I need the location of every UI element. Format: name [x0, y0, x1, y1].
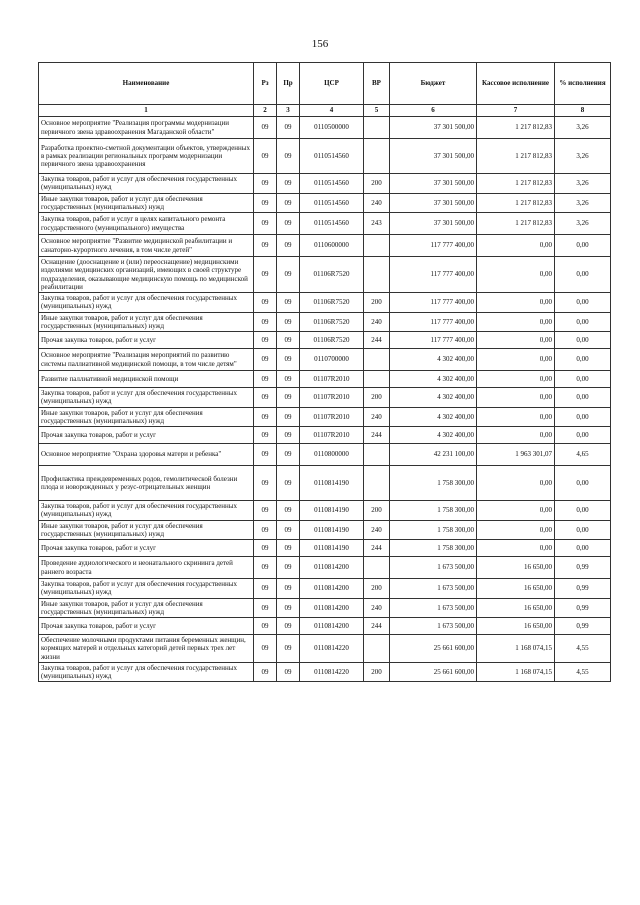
row-csr-cell: 0110814200	[300, 598, 364, 618]
row-kassa-cell: 16 650,00	[477, 618, 555, 635]
table-row	[39, 371, 611, 388]
row-budget-cell: 117 777 400,00	[390, 332, 477, 349]
row-kassa-cell: 1 217 812,83	[477, 174, 555, 194]
row-kassa-cell: 1 963 301,07	[477, 444, 555, 466]
row-pr-cell: 09	[277, 662, 300, 682]
row-rz-cell: 09	[254, 174, 277, 194]
table-row	[39, 349, 611, 371]
row-pct-cell: 0,00	[555, 466, 611, 501]
row-name-cell: Прочая закупка товаров, работ и услуг	[39, 332, 254, 349]
table-row	[39, 174, 611, 194]
row-name-cell: Иные закупки товаров, работ и услуг для обеспечения государственных (муниципальных) нужд	[39, 407, 254, 427]
row-name-cell: Профилактика преждевременных родов, гемолитической болезни плода и новорожденных у резус-отрицательных женщин	[39, 466, 254, 501]
row-kassa-cell: 0,00	[477, 332, 555, 349]
row-budget-cell: 37 301 500,00	[390, 139, 477, 174]
row-pct-cell: 0,00	[555, 427, 611, 444]
row-name-cell: Прочая закупка товаров, работ и услуг	[39, 618, 254, 635]
column-header: Наименование	[39, 63, 254, 105]
row-csr-cell: 01106R7520	[300, 257, 364, 293]
row-pct-cell: 3,26	[555, 117, 611, 139]
row-csr-cell: 0110814200	[300, 557, 364, 579]
row-pr-cell: 09	[277, 332, 300, 349]
row-pct-cell: 0,00	[555, 312, 611, 332]
row-pct-cell: 0,00	[555, 257, 611, 293]
row-pct-cell: 0,00	[555, 332, 611, 349]
row-vr-cell: 240	[364, 598, 390, 618]
row-kassa-cell: 0,00	[477, 312, 555, 332]
row-pct-cell: 0,00	[555, 388, 611, 408]
row-csr-cell: 01106R7520	[300, 312, 364, 332]
row-vr-cell: 200	[364, 174, 390, 194]
row-pr-cell: 09	[277, 388, 300, 408]
column-number: 2	[254, 105, 277, 117]
column-number-row	[39, 105, 611, 117]
row-budget-cell: 117 777 400,00	[390, 293, 477, 313]
row-budget-cell: 4 302 400,00	[390, 407, 477, 427]
row-kassa-cell: 0,00	[477, 427, 555, 444]
row-pr-cell: 09	[277, 618, 300, 635]
table-row	[39, 662, 611, 682]
row-pct-cell: 0,00	[555, 407, 611, 427]
row-pct-cell: 3,26	[555, 139, 611, 174]
row-budget-cell: 4 302 400,00	[390, 349, 477, 371]
row-vr-cell	[364, 257, 390, 293]
table-row	[39, 618, 611, 635]
row-kassa-cell: 16 650,00	[477, 557, 555, 579]
row-vr-cell	[364, 466, 390, 501]
row-pct-cell: 4,55	[555, 662, 611, 682]
table-row	[39, 117, 611, 139]
row-kassa-cell: 0,00	[477, 520, 555, 540]
row-kassa-cell: 0,00	[477, 388, 555, 408]
row-rz-cell: 09	[254, 635, 277, 663]
row-rz-cell: 09	[254, 293, 277, 313]
row-kassa-cell: 0,00	[477, 293, 555, 313]
row-name-cell: Прочая закупка товаров, работ и услуг	[39, 427, 254, 444]
row-name-cell: Основное мероприятие "Охрана здоровья матери и ребенка"	[39, 444, 254, 466]
row-rz-cell: 09	[254, 444, 277, 466]
row-csr-cell: 01107R2010	[300, 388, 364, 408]
row-rz-cell: 09	[254, 332, 277, 349]
row-pr-cell: 09	[277, 213, 300, 235]
row-budget-cell: 25 661 600,00	[390, 662, 477, 682]
row-csr-cell: 0110814220	[300, 635, 364, 663]
row-csr-cell: 0110500000	[300, 117, 364, 139]
row-csr-cell: 01107R2010	[300, 427, 364, 444]
row-csr-cell: 01107R2010	[300, 407, 364, 427]
row-csr-cell: 0110600000	[300, 235, 364, 257]
row-pr-cell: 09	[277, 466, 300, 501]
row-pct-cell: 0,00	[555, 293, 611, 313]
column-header: % исполнения	[555, 63, 611, 105]
row-rz-cell: 09	[254, 407, 277, 427]
row-vr-cell: 244	[364, 540, 390, 557]
row-name-cell: Иные закупки товаров, работ и услуг для обеспечения государственных (муниципальных) нужд	[39, 598, 254, 618]
row-csr-cell: 0110800000	[300, 444, 364, 466]
row-name-cell: Закупка товаров, работ и услуг для обеспечения государственных (муниципальных) нужд	[39, 662, 254, 682]
table-header-row	[39, 63, 611, 105]
row-rz-cell: 09	[254, 427, 277, 444]
row-csr-cell: 01107R2010	[300, 371, 364, 388]
row-rz-cell: 09	[254, 388, 277, 408]
row-name-cell: Закупка товаров, работ и услуг для обеспечения государственных (муниципальных) нужд	[39, 174, 254, 194]
table-row	[39, 557, 611, 579]
row-name-cell: Иные закупки товаров, работ и услуг для обеспечения государственных (муниципальных) нужд	[39, 312, 254, 332]
row-budget-cell: 37 301 500,00	[390, 174, 477, 194]
row-kassa-cell: 0,00	[477, 349, 555, 371]
row-vr-cell: 244	[364, 332, 390, 349]
table-body	[39, 117, 611, 682]
row-name-cell: Закупка товаров, работ и услуг для обеспечения государственных (муниципальных) нужд	[39, 579, 254, 599]
row-pr-cell: 09	[277, 444, 300, 466]
table-row	[39, 444, 611, 466]
table-row	[39, 332, 611, 349]
column-header: Рз	[254, 63, 277, 105]
row-name-cell: Закупка товаров, работ и услуг для обеспечения государственных (муниципальных) нужд	[39, 501, 254, 521]
row-csr-cell: 0110514560	[300, 139, 364, 174]
row-vr-cell	[364, 139, 390, 174]
table-row	[39, 293, 611, 313]
row-rz-cell: 09	[254, 349, 277, 371]
table-row	[39, 635, 611, 663]
row-vr-cell	[364, 557, 390, 579]
row-csr-cell: 0110514560	[300, 193, 364, 213]
column-number: 5	[364, 105, 390, 117]
row-csr-cell: 0110814200	[300, 618, 364, 635]
row-kassa-cell: 0,00	[477, 540, 555, 557]
row-rz-cell: 09	[254, 501, 277, 521]
column-number: 7	[477, 105, 555, 117]
row-rz-cell: 09	[254, 520, 277, 540]
row-pct-cell: 3,26	[555, 174, 611, 194]
row-budget-cell: 1 758 300,00	[390, 466, 477, 501]
row-pct-cell: 0,99	[555, 579, 611, 599]
column-number: 1	[39, 105, 254, 117]
row-pr-cell: 09	[277, 598, 300, 618]
row-vr-cell: 240	[364, 312, 390, 332]
row-pct-cell: 0,99	[555, 598, 611, 618]
row-name-cell: Прочая закупка товаров, работ и услуг	[39, 540, 254, 557]
row-pct-cell: 0,99	[555, 618, 611, 635]
row-vr-cell: 240	[364, 520, 390, 540]
row-budget-cell: 4 302 400,00	[390, 427, 477, 444]
row-pr-cell: 09	[277, 579, 300, 599]
row-pr-cell: 09	[277, 193, 300, 213]
row-budget-cell: 42 231 100,00	[390, 444, 477, 466]
row-rz-cell: 09	[254, 540, 277, 557]
row-name-cell: Закупка товаров, работ и услуг в целях капитального ремонта государственного (муниципального) имущества	[39, 213, 254, 235]
row-csr-cell: 0110814190	[300, 540, 364, 557]
row-rz-cell: 09	[254, 312, 277, 332]
row-pr-cell: 09	[277, 174, 300, 194]
row-pct-cell: 3,26	[555, 213, 611, 235]
row-budget-cell: 1 673 500,00	[390, 557, 477, 579]
row-pct-cell: 4,65	[555, 444, 611, 466]
row-kassa-cell: 1 168 074,15	[477, 635, 555, 663]
row-pct-cell: 0,00	[555, 235, 611, 257]
row-rz-cell: 09	[254, 213, 277, 235]
row-vr-cell: 244	[364, 427, 390, 444]
row-pr-cell: 09	[277, 293, 300, 313]
row-pr-cell: 09	[277, 349, 300, 371]
row-vr-cell: 244	[364, 618, 390, 635]
table-row	[39, 388, 611, 408]
row-vr-cell	[364, 117, 390, 139]
row-vr-cell: 200	[364, 662, 390, 682]
row-csr-cell: 0110814190	[300, 501, 364, 521]
row-vr-cell	[364, 444, 390, 466]
row-budget-cell: 4 302 400,00	[390, 371, 477, 388]
row-kassa-cell: 16 650,00	[477, 598, 555, 618]
column-header: Кассовое исполнение	[477, 63, 555, 105]
row-vr-cell: 200	[364, 579, 390, 599]
row-pr-cell: 09	[277, 235, 300, 257]
row-pr-cell: 09	[277, 635, 300, 663]
row-pr-cell: 09	[277, 407, 300, 427]
row-rz-cell: 09	[254, 257, 277, 293]
row-budget-cell: 37 301 500,00	[390, 117, 477, 139]
row-pct-cell: 0,00	[555, 371, 611, 388]
row-name-cell: Иные закупки товаров, работ и услуг для обеспечения государственных (муниципальных) нужд	[39, 193, 254, 213]
row-name-cell: Иные закупки товаров, работ и услуг для обеспечения государственных (муниципальных) нужд	[39, 520, 254, 540]
row-name-cell: Разработка проектно-сметной документации объектов, утвержденных в рамках реализации региональных программ модернизации первичного звена здравоохранения	[39, 139, 254, 174]
column-header: Бюджет	[390, 63, 477, 105]
row-budget-cell: 117 777 400,00	[390, 312, 477, 332]
row-vr-cell: 240	[364, 193, 390, 213]
table-row	[39, 139, 611, 174]
row-budget-cell: 117 777 400,00	[390, 257, 477, 293]
row-pr-cell: 09	[277, 501, 300, 521]
column-number: 4	[300, 105, 364, 117]
table-row	[39, 598, 611, 618]
row-kassa-cell: 0,00	[477, 235, 555, 257]
row-rz-cell: 09	[254, 371, 277, 388]
row-budget-cell: 1 673 500,00	[390, 579, 477, 599]
row-rz-cell: 09	[254, 117, 277, 139]
row-vr-cell: 243	[364, 213, 390, 235]
row-rz-cell: 09	[254, 466, 277, 501]
row-kassa-cell: 0,00	[477, 501, 555, 521]
row-csr-cell: 01106R7520	[300, 332, 364, 349]
row-name-cell: Основное мероприятие "Реализация мероприятий по развитию системы паллиативной медицинской помощи, в том числе детям"	[39, 349, 254, 371]
row-pr-cell: 09	[277, 312, 300, 332]
row-name-cell: Основное мероприятие "Развитие медицинской реабилитации и санаторно-курортного лечения, в том числе детей"	[39, 235, 254, 257]
table-row	[39, 427, 611, 444]
row-rz-cell: 09	[254, 598, 277, 618]
table-row	[39, 407, 611, 427]
row-csr-cell: 01106R7520	[300, 293, 364, 313]
row-budget-cell: 4 302 400,00	[390, 388, 477, 408]
table-row	[39, 312, 611, 332]
table-row	[39, 193, 611, 213]
row-name-cell: Основное мероприятие "Реализация программы модернизации первичного звена здравоохранения Магаданской области"	[39, 117, 254, 139]
row-pr-cell: 09	[277, 139, 300, 174]
row-pr-cell: 09	[277, 557, 300, 579]
row-pct-cell: 4,55	[555, 635, 611, 663]
row-budget-cell: 1 673 500,00	[390, 618, 477, 635]
row-pr-cell: 09	[277, 257, 300, 293]
row-csr-cell: 0110814190	[300, 520, 364, 540]
row-pr-cell: 09	[277, 117, 300, 139]
column-number: 3	[277, 105, 300, 117]
budget-execution-table	[38, 62, 611, 682]
row-csr-cell: 0110814200	[300, 579, 364, 599]
table-row	[39, 466, 611, 501]
row-pr-cell: 09	[277, 371, 300, 388]
row-kassa-cell: 1 168 074,15	[477, 662, 555, 682]
column-number: 6	[390, 105, 477, 117]
row-pct-cell: 0,00	[555, 540, 611, 557]
row-rz-cell: 09	[254, 193, 277, 213]
row-vr-cell: 200	[364, 388, 390, 408]
row-budget-cell: 1 758 300,00	[390, 501, 477, 521]
row-pr-cell: 09	[277, 540, 300, 557]
row-kassa-cell: 16 650,00	[477, 579, 555, 599]
row-vr-cell	[364, 235, 390, 257]
table-row	[39, 235, 611, 257]
row-name-cell: Проведение аудиологического и неонатального скрининга детей раннего возраста	[39, 557, 254, 579]
row-vr-cell	[364, 349, 390, 371]
row-budget-cell: 37 301 500,00	[390, 193, 477, 213]
row-name-cell: Закупка товаров, работ и услуг для обеспечения государственных (муниципальных) нужд	[39, 293, 254, 313]
row-budget-cell: 1 758 300,00	[390, 520, 477, 540]
row-rz-cell: 09	[254, 557, 277, 579]
row-csr-cell: 0110814190	[300, 466, 364, 501]
row-name-cell: Развитие паллиативной медицинской помощи	[39, 371, 254, 388]
row-budget-cell: 117 777 400,00	[390, 235, 477, 257]
row-budget-cell: 37 301 500,00	[390, 213, 477, 235]
table-row	[39, 501, 611, 521]
row-name-cell: Оснащение (дооснащение и (или) переоснащение) медицинскими изделиями медицинских организаций, имеющих в своей структуре подразделения, оказывающие медицинскую помощь по медицинской реабилитации	[39, 257, 254, 293]
row-vr-cell: 240	[364, 407, 390, 427]
column-header: ВР	[364, 63, 390, 105]
row-name-cell: Закупка товаров, работ и услуг для обеспечения государственных (муниципальных) нужд	[39, 388, 254, 408]
row-budget-cell: 1 673 500,00	[390, 598, 477, 618]
row-csr-cell: 0110814220	[300, 662, 364, 682]
row-kassa-cell: 1 217 812,83	[477, 139, 555, 174]
column-number: 8	[555, 105, 611, 117]
row-budget-cell: 1 758 300,00	[390, 540, 477, 557]
row-pct-cell: 0,00	[555, 501, 611, 521]
row-vr-cell	[364, 371, 390, 388]
row-vr-cell	[364, 635, 390, 663]
row-csr-cell: 0110514560	[300, 174, 364, 194]
row-rz-cell: 09	[254, 139, 277, 174]
row-kassa-cell: 0,00	[477, 466, 555, 501]
row-rz-cell: 09	[254, 235, 277, 257]
row-kassa-cell: 0,00	[477, 371, 555, 388]
row-name-cell: Обеспечение молочными продуктами питания беременных женщин, кормящих матерей и отдельных категорий детей первых трех лет жизни	[39, 635, 254, 663]
row-pct-cell: 0,00	[555, 349, 611, 371]
row-pct-cell: 0,99	[555, 557, 611, 579]
table-row	[39, 579, 611, 599]
row-budget-cell: 25 661 600,00	[390, 635, 477, 663]
row-rz-cell: 09	[254, 618, 277, 635]
column-header: ЦСР	[300, 63, 364, 105]
row-vr-cell: 200	[364, 293, 390, 313]
row-pct-cell: 0,00	[555, 520, 611, 540]
row-kassa-cell: 1 217 812,83	[477, 213, 555, 235]
row-csr-cell: 0110700000	[300, 349, 364, 371]
row-pct-cell: 3,26	[555, 193, 611, 213]
column-header: Пр	[277, 63, 300, 105]
table-row	[39, 213, 611, 235]
row-kassa-cell: 0,00	[477, 407, 555, 427]
row-kassa-cell: 0,00	[477, 257, 555, 293]
row-rz-cell: 09	[254, 662, 277, 682]
page-number: 156	[311, 38, 329, 50]
table-row	[39, 540, 611, 557]
row-vr-cell: 200	[364, 501, 390, 521]
table-row	[39, 257, 611, 293]
table-row	[39, 520, 611, 540]
row-kassa-cell: 1 217 812,83	[477, 193, 555, 213]
row-csr-cell: 0110514560	[300, 213, 364, 235]
row-pr-cell: 09	[277, 427, 300, 444]
row-rz-cell: 09	[254, 579, 277, 599]
row-pr-cell: 09	[277, 520, 300, 540]
row-kassa-cell: 1 217 812,83	[477, 117, 555, 139]
